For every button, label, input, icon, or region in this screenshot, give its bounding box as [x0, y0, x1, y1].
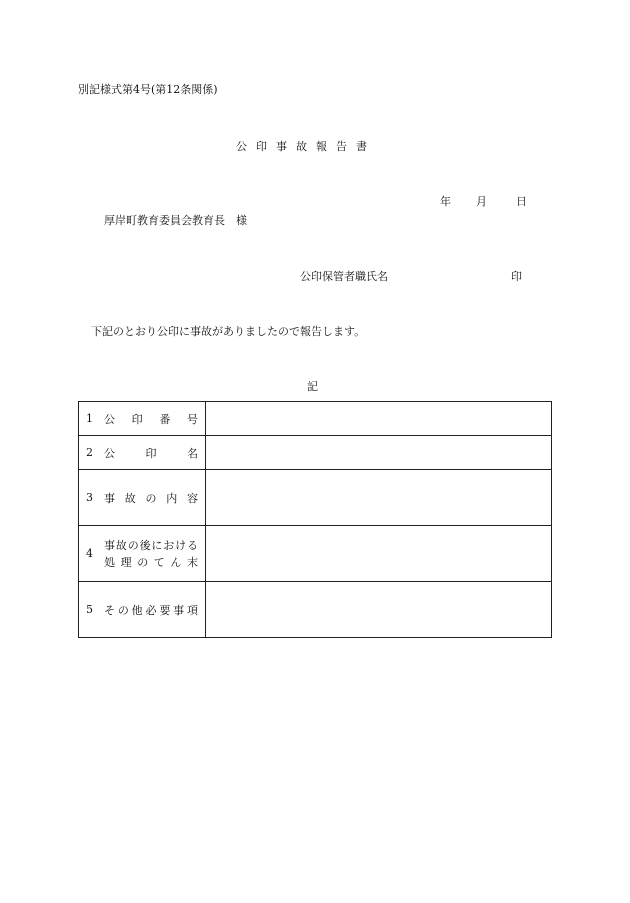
row-label-char: 事 [173, 603, 185, 617]
table-row [79, 402, 552, 436]
row-label-char: の [117, 603, 129, 617]
row-label-char: 名 [187, 446, 198, 460]
seal-mark: 印 [511, 270, 522, 283]
row-label-char: 印 [131, 412, 143, 426]
row-label-line1: 事故の後における [104, 538, 198, 552]
incident-details-field[interactable] [206, 470, 552, 526]
row-label-char: 番 [159, 412, 171, 426]
row-label-cell [79, 526, 206, 582]
post-incident-handling-field[interactable] [206, 526, 552, 582]
row-number: 5 [86, 603, 93, 616]
table-row [79, 470, 552, 526]
row-label-char: そ [104, 603, 115, 617]
table-row [79, 436, 552, 470]
seal-number-field[interactable] [206, 402, 552, 436]
row-label-char: 印 [145, 446, 157, 460]
row-label-cell [79, 436, 206, 470]
ki-heading: 記 [307, 380, 318, 393]
row-label-char: 号 [186, 412, 198, 426]
row-label-char: 容 [187, 491, 198, 505]
row-label-line2: 処理のてん末 [104, 555, 198, 569]
seal-name-field[interactable] [206, 436, 552, 470]
row-number: 2 [86, 446, 93, 459]
row-label-char: 公 [104, 446, 115, 460]
row-label-char: 要 [159, 603, 171, 617]
table-row [79, 582, 552, 638]
row-label-char: 必 [145, 603, 157, 617]
row-label-char: 公 [104, 412, 115, 426]
row-label [104, 445, 198, 461]
signer-label: 公印保管者職氏名 [300, 270, 388, 283]
row-number: 3 [86, 491, 93, 504]
row-label [104, 490, 198, 506]
row-label-char: 項 [186, 603, 198, 617]
document-title: 公印事故報告書 [236, 140, 376, 153]
details-table [78, 401, 552, 638]
date-month: 月 [476, 195, 487, 208]
row-label-cell [79, 402, 206, 436]
row-label [104, 537, 198, 571]
form-number-label: 別記様式第4号(第12条関係) [78, 83, 218, 96]
date-day: 日 [516, 195, 527, 208]
row-label-cell [79, 582, 206, 638]
row-label-char: 故 [124, 491, 136, 505]
row-label-char: 内 [166, 491, 178, 505]
row-label-char: 他 [131, 603, 143, 617]
row-label [104, 602, 198, 618]
row-number: 1 [86, 412, 93, 425]
row-label-char: の [145, 491, 157, 505]
table-row [79, 526, 552, 582]
row-label-cell [79, 470, 206, 526]
addressee: 厚岸町教育委員会教育長 様 [104, 214, 247, 227]
date-year: 年 [440, 195, 451, 208]
body-text: 下記のとおり公印に事故がありましたので報告します。 [91, 325, 366, 338]
other-matters-field[interactable] [206, 582, 552, 638]
date-line [440, 193, 527, 209]
row-label [104, 411, 198, 427]
row-number: 4 [86, 547, 93, 560]
row-label-char: 事 [104, 491, 115, 505]
